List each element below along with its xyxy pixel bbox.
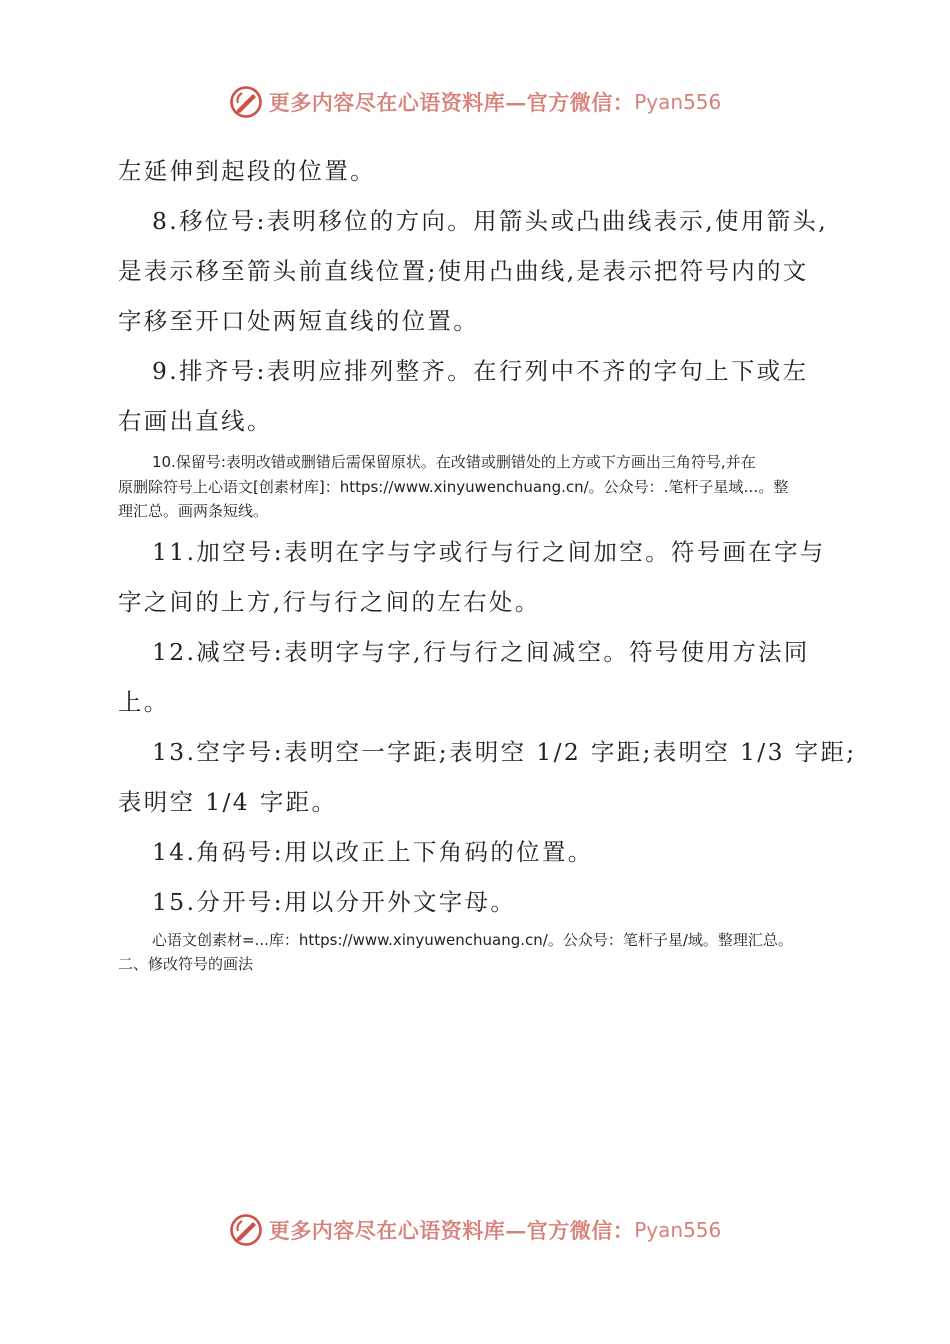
header-banner <box>0 82 950 122</box>
item-11-line-1: 11.加空号:表明在字与字或行与行之间加空。符号画在字与 <box>152 537 826 566</box>
header-banner-wechat: Pyan556 <box>634 90 722 114</box>
item-13-line-1: 13.空字号:表明空一字距;表明空 1/2 字距;表明空 1/3 字距; <box>152 737 857 766</box>
paragraph-continuation: 左延伸到起段的位置。 <box>118 157 376 185</box>
item-11-line-2: 字之间的上方,行与行之间的左右处。 <box>118 587 541 616</box>
item-14: 14.角码号:用以改正上下角码的位置。 <box>152 837 594 866</box>
item-9-line-1: 9.排齐号:表明应排列整齐。在行列中不齐的字句上下或左 <box>152 357 809 385</box>
item-8-line-1: 8.移位号:表明移位的方向。用箭头或凸曲线表示,使用箭头, <box>152 207 829 235</box>
footer-banner <box>0 1210 950 1250</box>
footer-banner-text: 更多内容尽在心语资料库—官方微信： <box>268 1218 635 1243</box>
item-8-line-2: 是表示移至箭头前直线位置;使用凸曲线,是表示把符号内的文 <box>118 257 809 285</box>
credit-line: 心语文创素材=...库：https://www.xinyuwenchuang.cn/。公众号：笔杆子星/域。整理汇总。 <box>152 930 793 949</box>
item-10-line-3: 理汇总。画两条短线。 <box>118 502 269 520</box>
credit-block <box>118 928 838 977</box>
item-12-line-1: 12.减空号:表明字与字,行与行之间减空。符号使用方法同 <box>152 637 810 666</box>
footer-banner-wechat: Pyan556 <box>634 1218 722 1242</box>
item-10-line-2: 原删除符号上心语文[创素材库]：https://www.xinyuwenchuang.cn/。公众号：.笔杆子星域…。整 <box>118 477 789 496</box>
document-body <box>118 146 857 977</box>
pen-logo-icon <box>229 1213 263 1247</box>
item-10-block <box>118 450 838 524</box>
item-8-line-3: 字移至开口处两短直线的位置。 <box>118 307 480 335</box>
item-15: 15.分开号:用以分开外文字母。 <box>152 887 517 916</box>
item-12-line-2: 上。 <box>118 687 170 716</box>
pen-logo-icon <box>229 85 263 119</box>
item-13-line-2: 表明空 1/4 字距。 <box>118 787 338 816</box>
header-banner-text: 更多内容尽在心语资料库—官方微信： <box>268 90 635 115</box>
item-9-line-2: 右画出直线。 <box>118 407 273 435</box>
item-10-line-1: 10.保留号:表明改错或删错后需保留原状。在改错或删错处的上方或下方画出三角符号,并在 <box>152 453 756 471</box>
section-title: 二、修改符号的画法 <box>118 955 254 973</box>
